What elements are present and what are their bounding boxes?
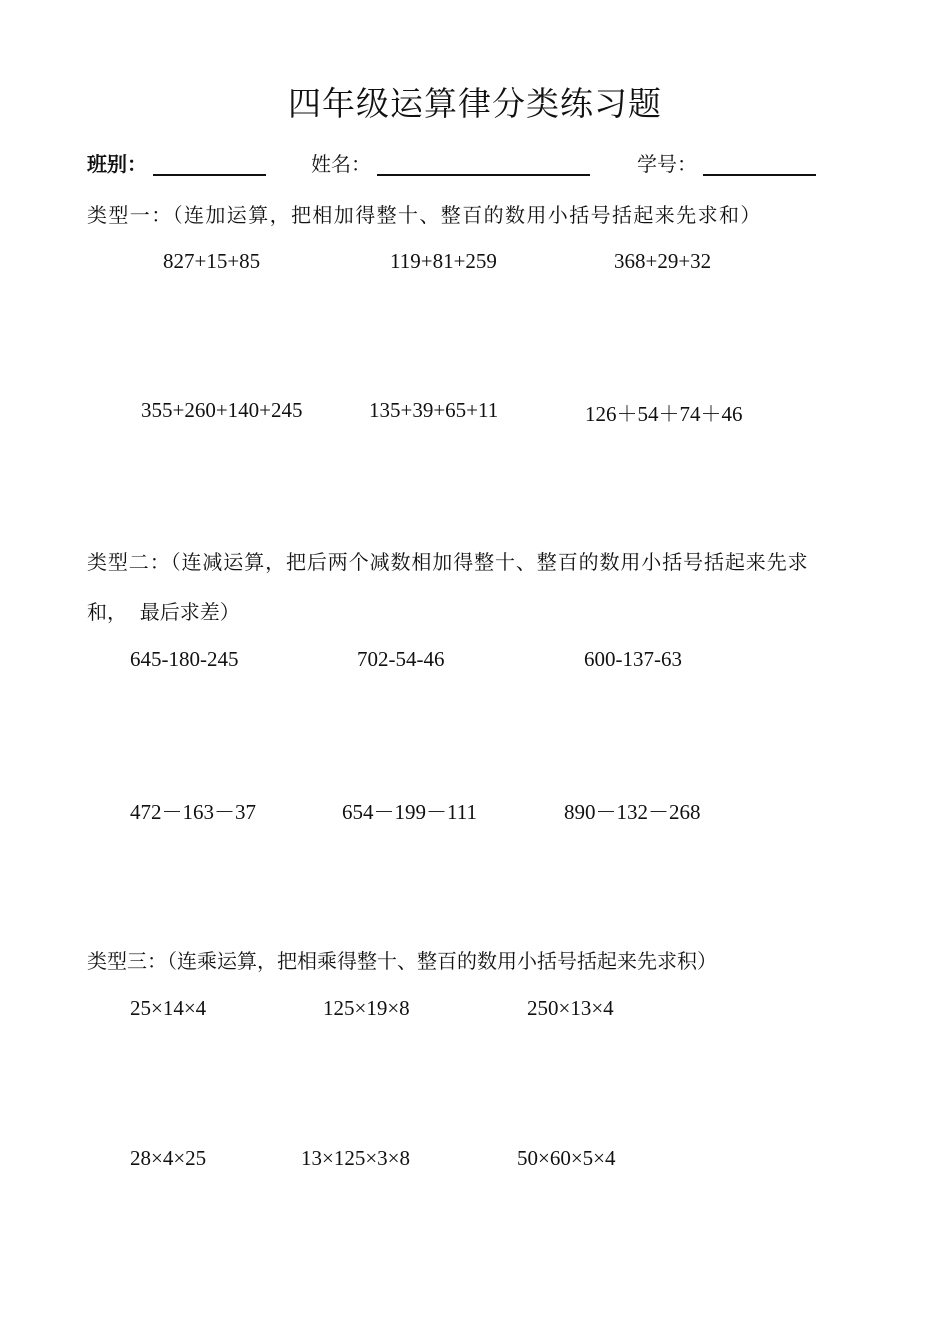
section-2-heading: 类型二：（连减运算，把后两个减数相加得整十、整百的数用小括号括起来先求 bbox=[87, 550, 809, 574]
section-3-heading: 类型三：（连乘运算，把相乘得整十、整百的数用小括号括起来先求积） bbox=[87, 949, 717, 973]
problem-1-5: 135+39+65+11 bbox=[369, 398, 499, 422]
problem-2-2: 702-54-46 bbox=[357, 647, 445, 671]
class-blank-line[interactable] bbox=[153, 174, 266, 176]
section-1-heading: 类型一：（连加运算，把相加得整十、整百的数用小括号括起来先求和） bbox=[87, 203, 762, 227]
class-label: 班别： bbox=[87, 152, 147, 176]
problem-1-1: 827+15+85 bbox=[163, 249, 261, 273]
problem-2-3: 600-137-63 bbox=[584, 647, 682, 671]
name-label: 姓名： bbox=[311, 152, 371, 176]
problem-3-5: 13×125×3×8 bbox=[301, 1146, 411, 1170]
problem-3-3: 250×13×4 bbox=[527, 996, 614, 1020]
student-id-blank-line[interactable] bbox=[703, 174, 816, 176]
problem-2-5: 654－199－111 bbox=[342, 800, 477, 824]
problem-1-4: 355+260+140+245 bbox=[141, 398, 303, 422]
problem-3-4: 28×4×25 bbox=[130, 1146, 207, 1170]
problem-1-2: 119+81+259 bbox=[390, 249, 497, 273]
name-blank-line[interactable] bbox=[377, 174, 590, 176]
problem-3-6: 50×60×5×4 bbox=[517, 1146, 616, 1170]
problem-1-3: 368+29+32 bbox=[614, 249, 712, 273]
problem-2-1: 645-180-245 bbox=[130, 647, 239, 671]
problem-2-4: 472－163－37 bbox=[130, 800, 256, 824]
section-2-heading-cont: 和， 最后求差） bbox=[87, 600, 240, 624]
problem-3-1: 25×14×4 bbox=[130, 996, 207, 1020]
problem-1-6: 126＋54＋74＋46 bbox=[585, 402, 743, 426]
page-title: 四年级运算律分类练习题 bbox=[288, 84, 662, 123]
student-id-label: 学号： bbox=[637, 152, 697, 176]
problem-3-2: 125×19×8 bbox=[323, 996, 410, 1020]
problem-2-6: 890－132－268 bbox=[564, 800, 701, 824]
